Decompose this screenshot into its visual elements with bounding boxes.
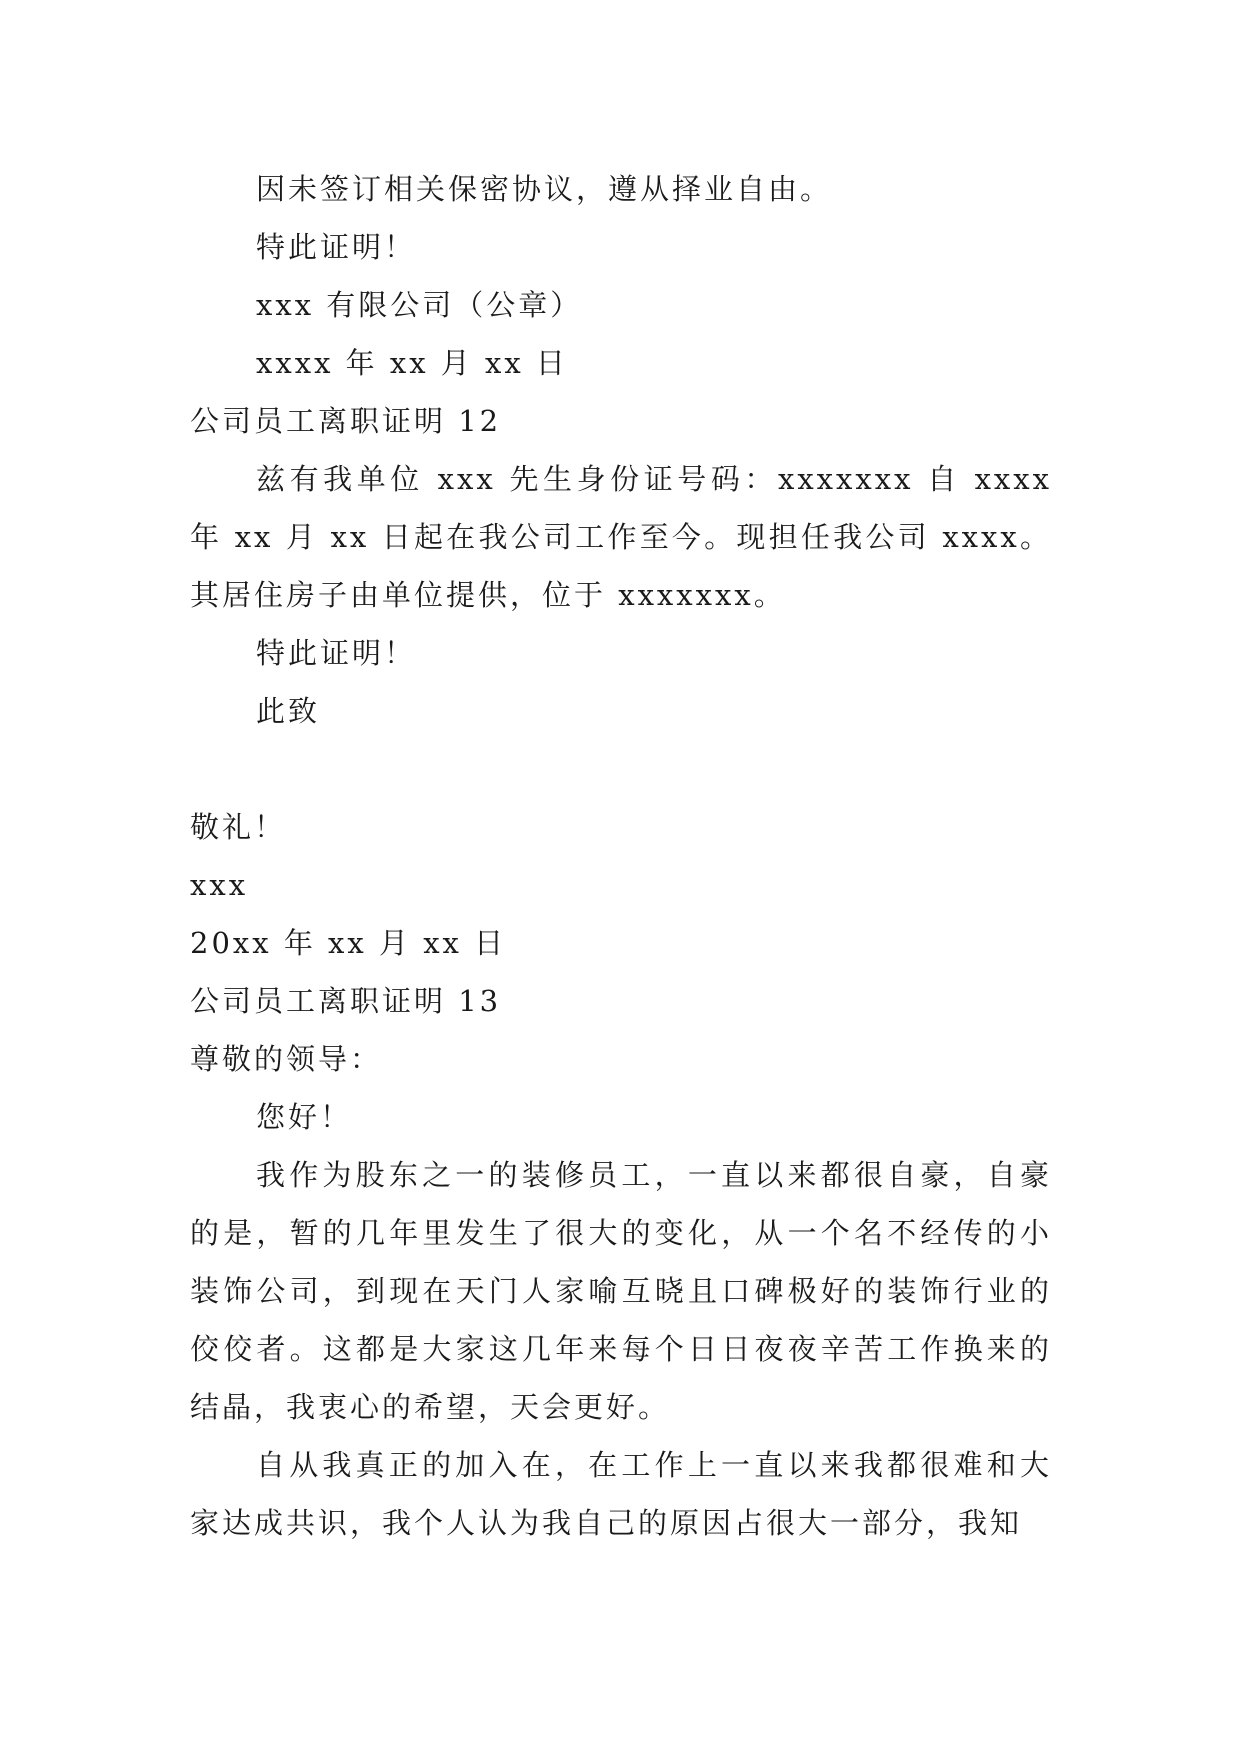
paragraph-pride: 我作为股东之一的装修员工，一直以来都很自豪，自豪的是，暂的几年里发生了很大的变化，从一个名不经传的小装饰公司，到现在天门人家喻互晓且口碑极好的装饰行业的佼佼者。这都是大家这几年来每个日日夜夜辛苦工作换来的结晶，我衷心的希望，天会更好。 <box>190 1158 1052 1424</box>
regards-line: 敬礼！ <box>190 810 287 844</box>
greeting-recipient: 尊敬的领导： <box>190 1042 383 1076</box>
certify-line: 特此证明！ <box>256 230 417 264</box>
document-body <box>190 160 1052 1552</box>
date-line: xxxx 年 xx 月 xx 日 <box>256 346 568 380</box>
signature-line: xxx <box>190 868 249 902</box>
company-seal-line: xxx 有限公司（公章） <box>256 288 583 322</box>
paragraph-consensus: 自从我真正的加入在，在工作上一直以来我都很难和大家达成共识，我个人认为我自己的原因占很大一部分，我知 <box>190 1448 1052 1540</box>
section-title-12: 公司员工离职证明 12 <box>190 404 502 438</box>
paragraph-employment: 兹有我单位 xxx 先生身份证号码：xxxxxxx 自 xxxx 年 xx 月 xx 日起在我公司工作至今。现担任我公司 xxxx。其居住房子由单位提供，位于 xxxxxxx。 <box>190 462 1052 612</box>
date-line-2: 20xx 年 xx 月 xx 日 <box>190 926 507 960</box>
greeting-hello: 您好！ <box>256 1100 353 1134</box>
salutation-line: 此致 <box>256 694 321 728</box>
section-title-13: 公司员工离职证明 13 <box>190 984 502 1018</box>
blank-line <box>190 740 1052 798</box>
certify-line-2: 特此证明！ <box>256 636 417 670</box>
paragraph-confidentiality: 因未签订相关保密协议，遵从择业自由。 <box>256 172 833 206</box>
